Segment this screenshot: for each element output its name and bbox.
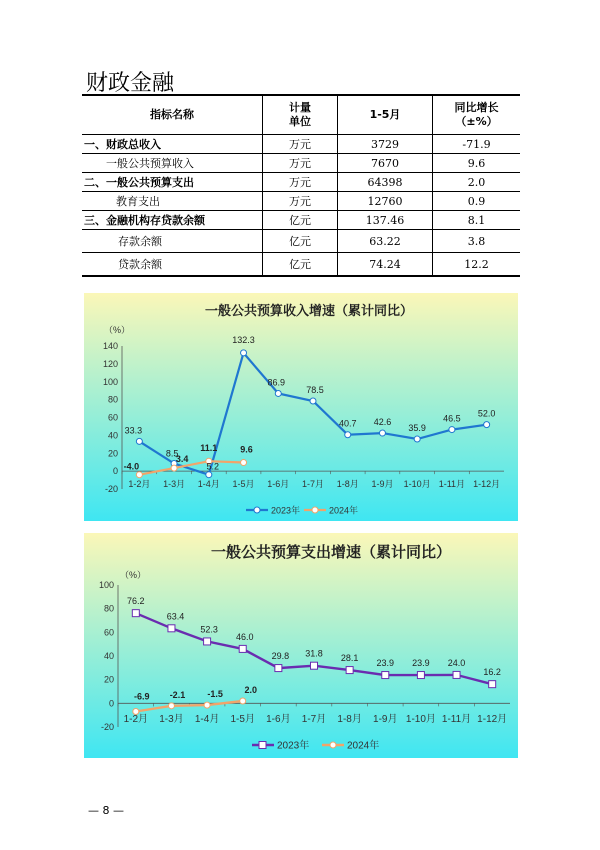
x-tick-label: 1-9月 <box>373 714 398 725</box>
header-period: 1-5月 <box>338 95 433 135</box>
y-tick-label: -20 <box>100 722 114 732</box>
row-name: 一般公共预算收入 <box>106 157 194 170</box>
data-label: 46.5 <box>443 413 461 424</box>
header-unit: 计量 单位 <box>263 95 338 135</box>
data-label: 52.3 <box>200 624 218 635</box>
row-growth: 12.2 <box>433 253 521 277</box>
page-title: 财政金融 <box>86 71 175 96</box>
page-number: — 8 — <box>88 804 124 817</box>
stats-table <box>82 94 520 277</box>
data-point <box>132 610 139 617</box>
data-label: -6.9 <box>134 691 150 702</box>
data-point <box>204 702 210 708</box>
row-name: 一、财政总收入 <box>84 138 161 151</box>
data-point <box>133 708 139 714</box>
row-growth: 8.1 <box>433 211 521 230</box>
data-label: 24.0 <box>447 657 466 668</box>
data-point <box>206 472 212 478</box>
data-point <box>239 645 246 652</box>
row-name: 存款余额 <box>118 235 162 248</box>
data-label: 46.0 <box>235 631 254 642</box>
row-name: 教育支出 <box>116 195 160 208</box>
header-indicator: 指标名称 <box>82 95 263 135</box>
x-tick-label: 1-12月 <box>477 714 508 725</box>
data-label: 40.7 <box>338 418 357 429</box>
data-label: 29.8 <box>271 651 290 662</box>
row-unit: 亿元 <box>263 253 338 277</box>
data-label: 76.2 <box>127 596 145 607</box>
data-point <box>417 672 424 679</box>
row-value: 12760 <box>338 192 433 211</box>
legend-marker <box>259 742 266 749</box>
y-tick-label: 0 <box>108 698 114 709</box>
y-tick-label: 80 <box>103 603 114 614</box>
table-row <box>82 230 520 253</box>
data-label: 63.4 <box>166 611 185 622</box>
data-label: 42.6 <box>373 417 392 428</box>
expenditure-growth-chart <box>84 533 518 758</box>
data-point <box>484 422 490 428</box>
table-header-row <box>82 95 520 135</box>
row-unit: 万元 <box>263 173 338 192</box>
y-tick-label: -20 <box>104 484 118 494</box>
data-point <box>345 432 351 438</box>
y-axis-unit: （%） <box>104 325 131 335</box>
row-value: 64398 <box>338 173 433 192</box>
row-value: 74.24 <box>338 253 433 277</box>
legend-label: 2023年 <box>271 505 301 516</box>
data-point <box>136 472 142 478</box>
x-tick-label: 1-10月 <box>405 714 436 725</box>
data-label: 132.3 <box>232 334 255 345</box>
data-point <box>241 350 247 356</box>
chart-title: 一般公共预算收入增速（累计同比） <box>204 303 414 318</box>
data-point <box>489 681 496 688</box>
legend-marker <box>312 507 318 513</box>
legend-label: 2024年 <box>329 505 359 516</box>
data-label: 28.1 <box>340 653 359 664</box>
data-point <box>241 460 247 466</box>
data-point <box>204 638 211 645</box>
y-tick-label: 0 <box>112 466 118 477</box>
x-tick-label: 1-11月 <box>441 714 472 725</box>
y-tick-label: 120 <box>102 358 118 369</box>
x-tick-label: 1-6月 <box>266 714 291 725</box>
row-name: 贷款余额 <box>118 258 162 271</box>
row-unit: 万元 <box>263 154 338 173</box>
data-point <box>310 398 316 404</box>
row-name: 二、一般公共预算支出 <box>84 176 194 189</box>
y-axis-unit: （%） <box>120 570 147 580</box>
data-label: -4.0 <box>123 461 140 472</box>
data-point <box>240 698 246 704</box>
y-tick-label: 140 <box>102 341 118 351</box>
data-label: 2.0 <box>244 684 257 695</box>
y-tick-label: 60 <box>107 412 118 423</box>
data-point <box>168 703 174 709</box>
data-label: 11.1 <box>200 443 218 454</box>
data-label: 9.6 <box>240 444 253 455</box>
row-unit: 亿元 <box>263 230 338 253</box>
x-tick-label: 1-4月 <box>194 714 220 725</box>
data-label: 35.9 <box>408 423 426 434</box>
table-row <box>82 192 520 211</box>
x-tick-label: 1-6月 <box>267 479 290 489</box>
data-point <box>168 625 175 632</box>
data-label: 52.0 <box>477 408 496 419</box>
y-tick-label: 20 <box>103 674 114 685</box>
x-tick-label: 1-7月 <box>301 714 327 725</box>
y-tick-label: 60 <box>103 627 114 638</box>
x-tick-label: 1-5月 <box>232 479 255 489</box>
table-row <box>82 135 520 154</box>
table-row <box>82 253 520 277</box>
row-value: 137.46 <box>338 211 433 230</box>
x-tick-label: 1-8月 <box>337 714 362 725</box>
row-value: 3729 <box>338 135 433 154</box>
data-label: 16.2 <box>483 667 501 678</box>
table-row <box>82 154 520 173</box>
row-growth: 9.6 <box>433 154 521 173</box>
data-label: -1.5 <box>207 689 223 700</box>
y-tick-label: 40 <box>103 651 114 661</box>
row-growth: 3.8 <box>433 230 521 253</box>
revenue-growth-chart <box>84 293 518 521</box>
row-unit: 万元 <box>263 192 338 211</box>
data-point <box>382 672 389 679</box>
y-tick-label: 100 <box>102 376 118 387</box>
data-label: 33.3 <box>124 425 143 436</box>
row-value: 7670 <box>338 154 433 173</box>
x-tick-label: 1-9月 <box>371 479 394 489</box>
y-tick-label: 100 <box>98 580 114 590</box>
data-label: 31.8 <box>305 648 323 659</box>
x-tick-label: 1-12月 <box>473 479 501 489</box>
legend-marker <box>254 507 260 513</box>
row-growth: 0.9 <box>433 192 521 211</box>
y-tick-label: 20 <box>107 448 118 459</box>
x-tick-label: 1-11月 <box>438 479 466 489</box>
legend-label: 2024年 <box>347 740 380 752</box>
table-row <box>82 173 520 192</box>
data-point <box>275 665 282 672</box>
chart-title: 一般公共预算支出增速（累计同比） <box>210 544 452 561</box>
data-label: 23.9 <box>376 658 395 669</box>
data-point <box>449 427 455 433</box>
header-growth: 同比增长 （±%） <box>433 95 521 135</box>
row-growth: -71.9 <box>433 135 521 154</box>
data-label: 78.5 <box>306 384 324 395</box>
data-point <box>453 671 460 678</box>
x-tick-label: 1-3月 <box>163 479 186 489</box>
data-point <box>275 390 281 396</box>
legend-label: 2023年 <box>277 740 310 752</box>
x-tick-label: 1-4月 <box>197 479 220 489</box>
data-label: -2.1 <box>169 689 186 700</box>
data-label: 8.5 <box>165 448 179 459</box>
row-growth: 2.0 <box>433 173 521 192</box>
data-point <box>414 436 420 442</box>
data-label: 5.2 <box>206 461 220 472</box>
row-value: 63.22 <box>338 230 433 253</box>
x-tick-label: 1-8月 <box>336 479 359 489</box>
row-unit: 万元 <box>263 135 338 154</box>
data-point <box>379 430 385 436</box>
x-tick-label: 1-3月 <box>159 714 184 725</box>
data-label: 86.9 <box>267 377 286 388</box>
x-tick-label: 1-7月 <box>301 479 325 489</box>
data-point <box>346 667 353 674</box>
data-label: 3.4 <box>175 454 189 465</box>
data-label: 23.9 <box>412 658 430 669</box>
x-tick-label: 1-2月 <box>123 714 149 725</box>
legend-marker <box>330 742 336 748</box>
y-tick-label: 80 <box>107 394 118 405</box>
x-tick-label: 1-5月 <box>230 714 255 725</box>
x-tick-label: 1-2月 <box>128 479 151 489</box>
table-row <box>82 211 520 230</box>
row-name: 三、金融机构存贷款余额 <box>84 214 205 227</box>
x-tick-label: 1-10月 <box>403 479 431 489</box>
data-point <box>311 662 318 669</box>
row-unit: 亿元 <box>263 211 338 230</box>
data-point <box>136 438 142 444</box>
y-tick-label: 40 <box>107 430 118 441</box>
data-point <box>171 465 177 471</box>
